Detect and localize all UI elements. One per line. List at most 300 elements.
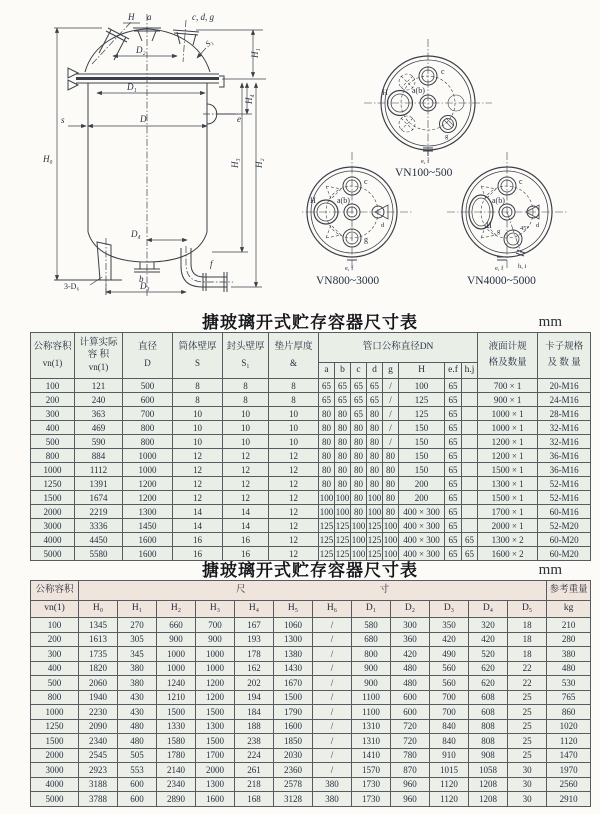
table-cell: 12 (223, 491, 269, 505)
table-cell: 18 (508, 618, 547, 633)
table-cell: 720 (391, 719, 430, 734)
table-cell: 700 (430, 690, 469, 705)
table-cell: 305 (118, 632, 157, 647)
table-cell: 860 (547, 705, 591, 720)
table-cell: 65 (445, 379, 462, 393)
v3-caption: VN4000~5000 (467, 275, 536, 287)
table-cell: 505 (118, 748, 157, 763)
col-header-H0: H₀ (79, 601, 118, 618)
table-cell: 36-M16 (538, 449, 591, 463)
table-cell: 1700 (196, 748, 235, 763)
table-cell: 910 (430, 748, 469, 763)
table-cell: 80 (335, 407, 351, 421)
table-cell: 14 (223, 519, 269, 533)
table-cell: 65 (462, 547, 478, 561)
table-cell: 12 (223, 463, 269, 477)
table-cell: / (383, 407, 399, 421)
table-cell: 52-M16 (538, 491, 591, 505)
vessel-labels (42, 12, 264, 291)
col-header-capacity-sub: vn(1) (31, 601, 79, 618)
table-cell: 600 (118, 777, 157, 792)
table-row (31, 491, 591, 505)
table-cell: 500 (31, 676, 79, 691)
table-cell: 1700 × 1 (478, 505, 538, 519)
table-cell: 65 (445, 421, 462, 435)
table-cell: 125 (335, 534, 350, 545)
table-cell: 530 (547, 676, 591, 691)
table-cell: 52-M20 (538, 519, 591, 533)
table-row (31, 690, 591, 705)
table-cell: 1200 × 1 (478, 449, 538, 463)
table-cell: 480 (391, 676, 430, 691)
table-cell: 1000 (196, 661, 235, 676)
table-cell: 200 (399, 477, 445, 491)
table-cell: 1112 (75, 463, 123, 477)
table-cell: 10 (269, 435, 319, 449)
table-cell: 700 (430, 705, 469, 720)
table-row (31, 505, 591, 519)
table-cell: 80 (367, 407, 383, 421)
label-d1: D₁ (127, 82, 137, 92)
col-header-D5: D₅ (508, 601, 547, 618)
v1-caption: VN100~500 (395, 167, 453, 179)
col-header-dn-a: a (319, 363, 335, 379)
v3-label-d: d (536, 222, 540, 229)
table-cell: 1330 (157, 719, 196, 734)
vessel-outline (54, 28, 236, 292)
table-cell: 36-M16 (538, 463, 591, 477)
table-cell: 300 (391, 618, 430, 633)
table-cell: 100 (399, 379, 445, 393)
table-cell: 65 (445, 505, 462, 519)
col-header-dn-g: g (383, 363, 399, 379)
table-cell: 1300 × 1 (478, 477, 538, 491)
table-cell: 2000 × 1 (478, 519, 538, 533)
table-cell: 65 (335, 393, 351, 407)
table-cell: 1208 (469, 777, 508, 792)
table-cell: 5580 (75, 547, 123, 561)
table-cell: 420 (469, 632, 508, 647)
table-cell (462, 407, 478, 421)
table-cell (462, 393, 478, 407)
table-cell: 1735 (79, 647, 118, 662)
table-cell: 80 (383, 491, 399, 505)
table-cell: 400 (31, 661, 79, 676)
table-row (31, 661, 591, 676)
top-view-vn4000-5000 (447, 152, 567, 268)
col-header-dn-group: 管口公称直径DN (319, 333, 478, 363)
table-cell: 12 (223, 449, 269, 463)
table-cell: 150 (399, 463, 445, 477)
table-cell: 25 (508, 734, 547, 749)
top-view-vn100-500 (364, 39, 492, 160)
table1 (30, 332, 591, 561)
table-cell: 32-M16 (538, 435, 591, 449)
table-cell: 1200 × 1 (478, 435, 538, 449)
col-header-dn-b: b (335, 363, 351, 379)
table-cell: 765 (547, 690, 591, 705)
table-cell: 100 (367, 492, 382, 503)
table-cell: 1820 (79, 661, 118, 676)
table-cell: 800 (123, 435, 173, 449)
table-cell: 200 (399, 491, 445, 505)
table-cell: 12 (269, 449, 319, 463)
table-cell: 30 (508, 777, 547, 792)
table-cell: 1380 (274, 647, 313, 662)
label-nozzle-b: b (139, 274, 144, 284)
table-cell: 16 (173, 547, 223, 561)
table-cell: 12 (269, 477, 319, 491)
table-cell: 14 (223, 505, 269, 519)
table-cell: 1430 (274, 661, 313, 676)
table-cell: 1410 (352, 748, 391, 763)
table-cell: 80 (367, 449, 383, 463)
v2-label-ef: e, f (345, 265, 354, 272)
table-cell: 65 (319, 379, 335, 393)
table-cell: 560 (430, 676, 469, 691)
table-cell: 270 (118, 618, 157, 633)
table-cell: 8 (173, 379, 223, 393)
table-cell: 300 (31, 647, 79, 662)
table-cell: 2090 (79, 719, 118, 734)
table-cell: 10 (173, 407, 223, 421)
table-cell: 80 (367, 477, 383, 491)
table-cell: 202 (235, 676, 274, 691)
table-cell: 1120 (430, 777, 469, 792)
table-cell: 380 (118, 661, 157, 676)
table-cell: 224 (235, 748, 274, 763)
v1-label-g: g (445, 133, 449, 140)
table-cell: 30 (508, 792, 547, 807)
table-cell: 900 × 1 (478, 393, 538, 407)
table-cell: 10 (173, 435, 223, 449)
table-cell: 14 (173, 519, 223, 533)
table-cell: 1300 (123, 505, 173, 519)
table-cell: 188 (235, 719, 274, 734)
table-cell: 900 (352, 676, 391, 691)
table-cell: 1345 (79, 618, 118, 633)
table-cell: 2890 (157, 792, 196, 807)
table-cell: 80 (351, 435, 367, 449)
table-cell: 20-M16 (538, 379, 591, 393)
table-cell: 3000 (31, 763, 79, 778)
table-cell: 500 (31, 435, 75, 449)
table-cell: 238 (235, 734, 274, 749)
table-cell: 80 (319, 407, 335, 421)
v2-caption: VN800~3000 (316, 275, 380, 287)
table-row (31, 435, 591, 449)
table-cell: 3788 (79, 792, 118, 807)
table-row (31, 407, 591, 421)
table-cell: 65 (367, 393, 383, 407)
table-cell: / (313, 748, 352, 763)
table-cell: 3188 (79, 777, 118, 792)
table-cell: / (313, 763, 352, 778)
table-cell: 1200 (196, 690, 235, 705)
table-cell: 8 (223, 379, 269, 393)
table-cell: 430 (118, 705, 157, 720)
table-cell: 65 (335, 379, 351, 393)
col-header-D3: D₃ (430, 601, 469, 618)
table-cell: 780 (391, 748, 430, 763)
table-cell: 1000 (157, 661, 196, 676)
table-cell: 80 (367, 463, 383, 477)
table-cell: 800 (31, 449, 75, 463)
table-cell: 380 (118, 676, 157, 691)
table-cell: 12 (269, 519, 319, 533)
v2-label-c: c (364, 177, 368, 186)
table-cell: 16 (173, 533, 223, 547)
label-s: s (61, 115, 65, 125)
col-header-dn-hj: h.j (462, 363, 478, 379)
table-cell: 1120 (430, 792, 469, 807)
table-cell: 1200 (196, 676, 235, 691)
table-cell: 2923 (79, 763, 118, 778)
table-cell: / (313, 647, 352, 662)
table-cell: 1310 (352, 719, 391, 734)
table-cell: 380 (547, 647, 591, 662)
table-cell: 1000 × 1 (478, 421, 538, 435)
table-cell: 65 (445, 407, 462, 421)
table-cell: 1200 (123, 477, 173, 491)
table-cell: 65 (445, 393, 462, 407)
table-cell: 80 (383, 505, 399, 519)
table-cell: 125 (319, 548, 334, 559)
col-header-dn-ef: e.f (445, 363, 462, 379)
table-cell: 2340 (79, 734, 118, 749)
table-cell: 125 (367, 548, 382, 559)
table-cell: 700 × 1 (478, 379, 538, 393)
table-cell: 8 (223, 393, 269, 407)
table-cell: 2360 (274, 763, 313, 778)
table-cell: 125 (399, 407, 445, 421)
table-cell: 240 (75, 393, 123, 407)
table-cell: 65 (445, 463, 462, 477)
table-cell: 16 (223, 547, 269, 561)
table-cell: 480 (547, 661, 591, 676)
table-cell: 12 (269, 547, 319, 561)
table-cell: 1300 (196, 777, 235, 792)
table-row (31, 763, 591, 778)
table-cell: 65 (445, 449, 462, 463)
table-cell: 8 (269, 379, 319, 393)
table1-title: 搪玻璃开式贮存容器尺寸表 (202, 313, 418, 332)
table-cell: 808 (469, 719, 508, 734)
table-cell: 80 (319, 463, 335, 477)
table-cell: 100 (335, 492, 350, 503)
label-h4: H₄ (244, 94, 254, 104)
col-header-H1: H₁ (118, 601, 157, 618)
label-nozzle-cdg: c, d, g (192, 12, 214, 22)
table-cell: 1600 (196, 792, 235, 807)
table-cell: 2219 (75, 505, 123, 519)
table-cell: 840 (430, 734, 469, 749)
table-cell: 200 (31, 393, 75, 407)
table-cell: 22 (508, 676, 547, 691)
table-cell: 1613 (79, 632, 118, 647)
table-cell: 8 (269, 393, 319, 407)
table-cell: 1250 (31, 477, 75, 491)
table-cell: 100 (335, 506, 350, 517)
table-cell (462, 491, 478, 505)
table-cell: 1500 (157, 705, 196, 720)
table-cell: 808 (469, 734, 508, 749)
table-cell: 380 (313, 777, 352, 792)
table-cell: 480 (118, 719, 157, 734)
table-cell: 1500 (31, 734, 79, 749)
v1-label-ab: a(b) (412, 86, 425, 95)
col-header-D4: D₄ (469, 601, 508, 618)
table-cell: 580 (352, 618, 391, 633)
table-cell: 4000 (31, 777, 79, 792)
table-cell: 840 (430, 719, 469, 734)
col-header-level-gauge: 液面计规 格及数量 (478, 333, 538, 379)
v3-label-g: g (497, 228, 501, 235)
table-cell: 65 (445, 477, 462, 491)
table-cell: 400 × 300 (399, 533, 445, 547)
table-cell: 1000 (31, 463, 75, 477)
table-cell: 25 (508, 719, 547, 734)
table-cell: 1120 (547, 734, 591, 749)
table-cell: 480 (391, 661, 430, 676)
table-cell: 80 (319, 421, 335, 435)
table-cell: 125 (335, 520, 350, 531)
table-cell: 1500 (196, 705, 235, 720)
col-header-kg: kg (547, 601, 591, 618)
label-h1: H₁ (250, 48, 260, 58)
table-cell: 1240 (157, 676, 196, 691)
col-header-size-group: 尺 寸 (79, 581, 547, 601)
table-cell: / (313, 632, 352, 647)
table-cell: 25 (508, 705, 547, 720)
table-cell: / (313, 690, 352, 705)
table-cell: 2560 (547, 777, 591, 792)
label-nozzle-a: a (147, 12, 152, 22)
table-cell: 100 (319, 506, 334, 517)
table-cell: 300 (31, 407, 75, 421)
table-cell: 168 (235, 792, 274, 807)
table-cell: 1100 (352, 690, 391, 705)
table-cell: 125 (335, 548, 350, 559)
table-cell: 400 (31, 421, 75, 435)
table-cell: / (313, 719, 352, 734)
table-cell: / (383, 421, 399, 435)
table-cell: 150 (399, 421, 445, 435)
table-cell: 1000 (123, 449, 173, 463)
v2-label-H: H (310, 196, 316, 205)
label-d3: D₃ (140, 281, 150, 291)
table-cell: 900 (196, 632, 235, 647)
table-cell: 150 (399, 449, 445, 463)
table-cell: 1940 (79, 690, 118, 705)
table-cell: 10 (269, 421, 319, 435)
table-cell: 2000 (31, 748, 79, 763)
table-cell: 12 (269, 463, 319, 477)
table-row (31, 632, 591, 647)
table-cell: 125 (367, 534, 382, 545)
table-cell: 218 (235, 777, 274, 792)
table-cell: 1500 × 1 (478, 491, 538, 505)
table2-title-row (30, 561, 590, 580)
table-cell: 10 (223, 435, 269, 449)
table-cell: 12 (173, 491, 223, 505)
table-cell: 1210 (157, 690, 196, 705)
table-cell: 100 (351, 534, 366, 545)
table-cell: 1500 (196, 734, 235, 749)
table-cell: 25 (508, 690, 547, 705)
table-cell: 1500 × 1 (478, 463, 538, 477)
table-cell: 1600 (123, 547, 173, 561)
table-row (31, 734, 591, 749)
table-cell: 80 (351, 421, 367, 435)
table-cell: 60-M20 (538, 533, 591, 547)
table-cell: 32-M16 (538, 421, 591, 435)
table-cell: 80 (335, 435, 351, 449)
table-cell: 560 (430, 661, 469, 676)
table-cell: 80 (335, 477, 351, 491)
table-cell: 800 (352, 647, 391, 662)
col-header-H2: H₂ (157, 601, 196, 618)
table-cell: 16 (223, 533, 269, 547)
table-cell: 80 (383, 449, 399, 463)
table-cell (462, 477, 478, 491)
table-cell: 960 (391, 777, 430, 792)
table-cell: 80 (319, 435, 335, 449)
table-cell: 121 (75, 379, 123, 393)
table-cell: 4000 (31, 533, 75, 547)
table1-unit: mm (538, 314, 562, 330)
table-row (31, 719, 591, 734)
table-cell: / (383, 393, 399, 407)
table-cell: 5000 (31, 792, 79, 807)
table-cell: 380 (313, 792, 352, 807)
table-cell: 80 (351, 491, 367, 505)
table-cell: 960 (391, 792, 430, 807)
table-cell: 194 (235, 690, 274, 705)
table-cell: 1310 (352, 734, 391, 749)
col-header-clamp: 卡子规格 及 数 量 (538, 333, 591, 379)
table-cell: 1790 (274, 705, 313, 720)
table-cell: 80 (351, 505, 367, 519)
table-cell: 700 (123, 407, 173, 421)
table-cell: 30 (508, 763, 547, 778)
label-s1: S₁ (203, 37, 215, 49)
table-cell: / (313, 705, 352, 720)
table-cell: 100 (383, 534, 398, 545)
table-cell: 1200 (123, 491, 173, 505)
table-cell: 52-M16 (538, 477, 591, 491)
col-header-head-thickness: 封头壁厚 S₁ (223, 333, 269, 379)
table-cell: 14 (173, 505, 223, 519)
table-cell: 360 (391, 632, 430, 647)
label-d: D (140, 114, 147, 124)
v2-label-d: d (381, 222, 385, 229)
table-cell: 480 (118, 734, 157, 749)
label-h3: H₃ (230, 158, 240, 168)
table-cell: 1300 (274, 632, 313, 647)
table-cell: 2030 (274, 748, 313, 763)
table-cell: 1580 (157, 734, 196, 749)
table-cell: 1300 × 2 (478, 533, 538, 547)
table-cell: 2000 (196, 763, 235, 778)
table-cell: 608 (469, 690, 508, 705)
label-d4: D₄ (131, 229, 141, 239)
table-cell: 10 (173, 421, 223, 435)
table-cell (462, 435, 478, 449)
table-row (31, 647, 591, 662)
table-cell: 600 (123, 393, 173, 407)
table-cell: 80 (367, 421, 383, 435)
